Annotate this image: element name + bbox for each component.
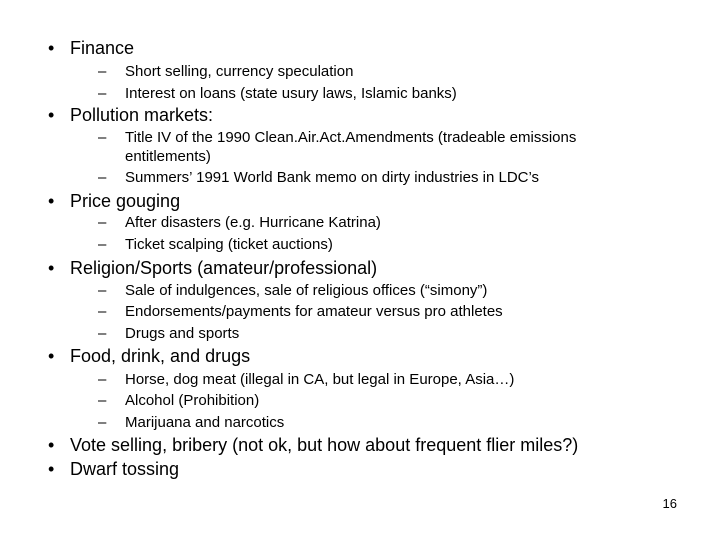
sub-bullet-text: Summers’ 1991 World Bank memo on dirty industries in LDC’s [125,169,540,186]
bullet-pollution-markets [48,104,213,126]
bullet-text: Food, drink, and drugs [70,346,251,366]
sub-marker: – [98,63,107,80]
sub-marker: – [98,303,107,320]
bullet-text: Finance [70,38,135,58]
sub-bullet [98,302,503,321]
sub-bullet [98,324,239,343]
sub-bullet-text: Marijuana and narcotics [125,414,285,431]
sub-marker: – [98,414,107,431]
sub-bullet-text: Endorsements/payments for amateur versus pro athletes [125,303,503,320]
sub-bullet [98,391,259,410]
bullet-finance [48,37,134,59]
bullet-food-drink-drugs [48,345,250,367]
sub-bullet [98,235,333,254]
sub-bullet [98,413,284,432]
bullet-marker: • [48,258,55,278]
bullet-text: Religion/Sports (amateur/professional) [70,258,378,278]
sub-bullet-text: Drugs and sports [125,325,240,342]
bullet-religion-sports [48,257,377,279]
sub-marker: – [98,392,107,409]
sub-marker: – [98,282,107,299]
sub-marker: – [98,129,107,146]
bullet-dwarf-tossing [48,458,179,480]
page-number: 16 [662,496,677,511]
bullet-text: Pollution markets: [70,105,214,125]
sub-bullet-text: After disasters (e.g. Hurricane Katrina) [125,214,381,231]
sub-bullet-text: Alcohol (Prohibition) [125,392,260,409]
sub-marker: – [98,325,107,342]
sub-bullet [98,281,487,300]
sub-bullet-text: Interest on loans (state usury laws, Islamic banks) [125,85,457,102]
sub-bullet-text: Horse, dog meat (illegal in CA, but legal in Europe, Asia…) [125,371,515,388]
sub-bullet-text: Sale of indulgences, sale of religious offices (“simony”) [125,282,488,299]
sub-marker: – [98,214,107,231]
sub-bullet-text: Title IV of the 1990 Clean.Air.Act.Amendments (tradeable emissions [125,129,577,146]
bullet-text: Dwarf tossing [70,459,180,479]
bullet-marker: • [48,38,55,58]
bullet-marker: • [48,435,55,455]
sub-bullet-continuation: entitlements) [125,148,211,165]
sub-bullet [98,128,576,147]
bullet-text: Price gouging [70,191,181,211]
sub-bullet-text: Ticket scalping (ticket auctions) [125,236,333,253]
sub-marker: – [98,371,107,388]
sub-bullet-text: Short selling, currency speculation [125,63,354,80]
sub-marker: – [98,236,107,253]
sub-marker: – [98,169,107,186]
bullet-marker: • [48,459,55,479]
sub-bullet [98,370,514,389]
bullet-text: Vote selling, bribery (not ok, but how about frequent flier miles?) [70,435,579,455]
bullet-marker: • [48,191,55,211]
sub-marker: – [98,85,107,102]
bullet-vote-selling [48,434,578,456]
bullet-marker: • [48,105,55,125]
sub-bullet [98,213,381,232]
sub-bullet [98,84,457,103]
sub-bullet [98,62,353,81]
bullet-marker: • [48,346,55,366]
sub-bullet [98,168,539,187]
bullet-price-gouging [48,190,180,212]
